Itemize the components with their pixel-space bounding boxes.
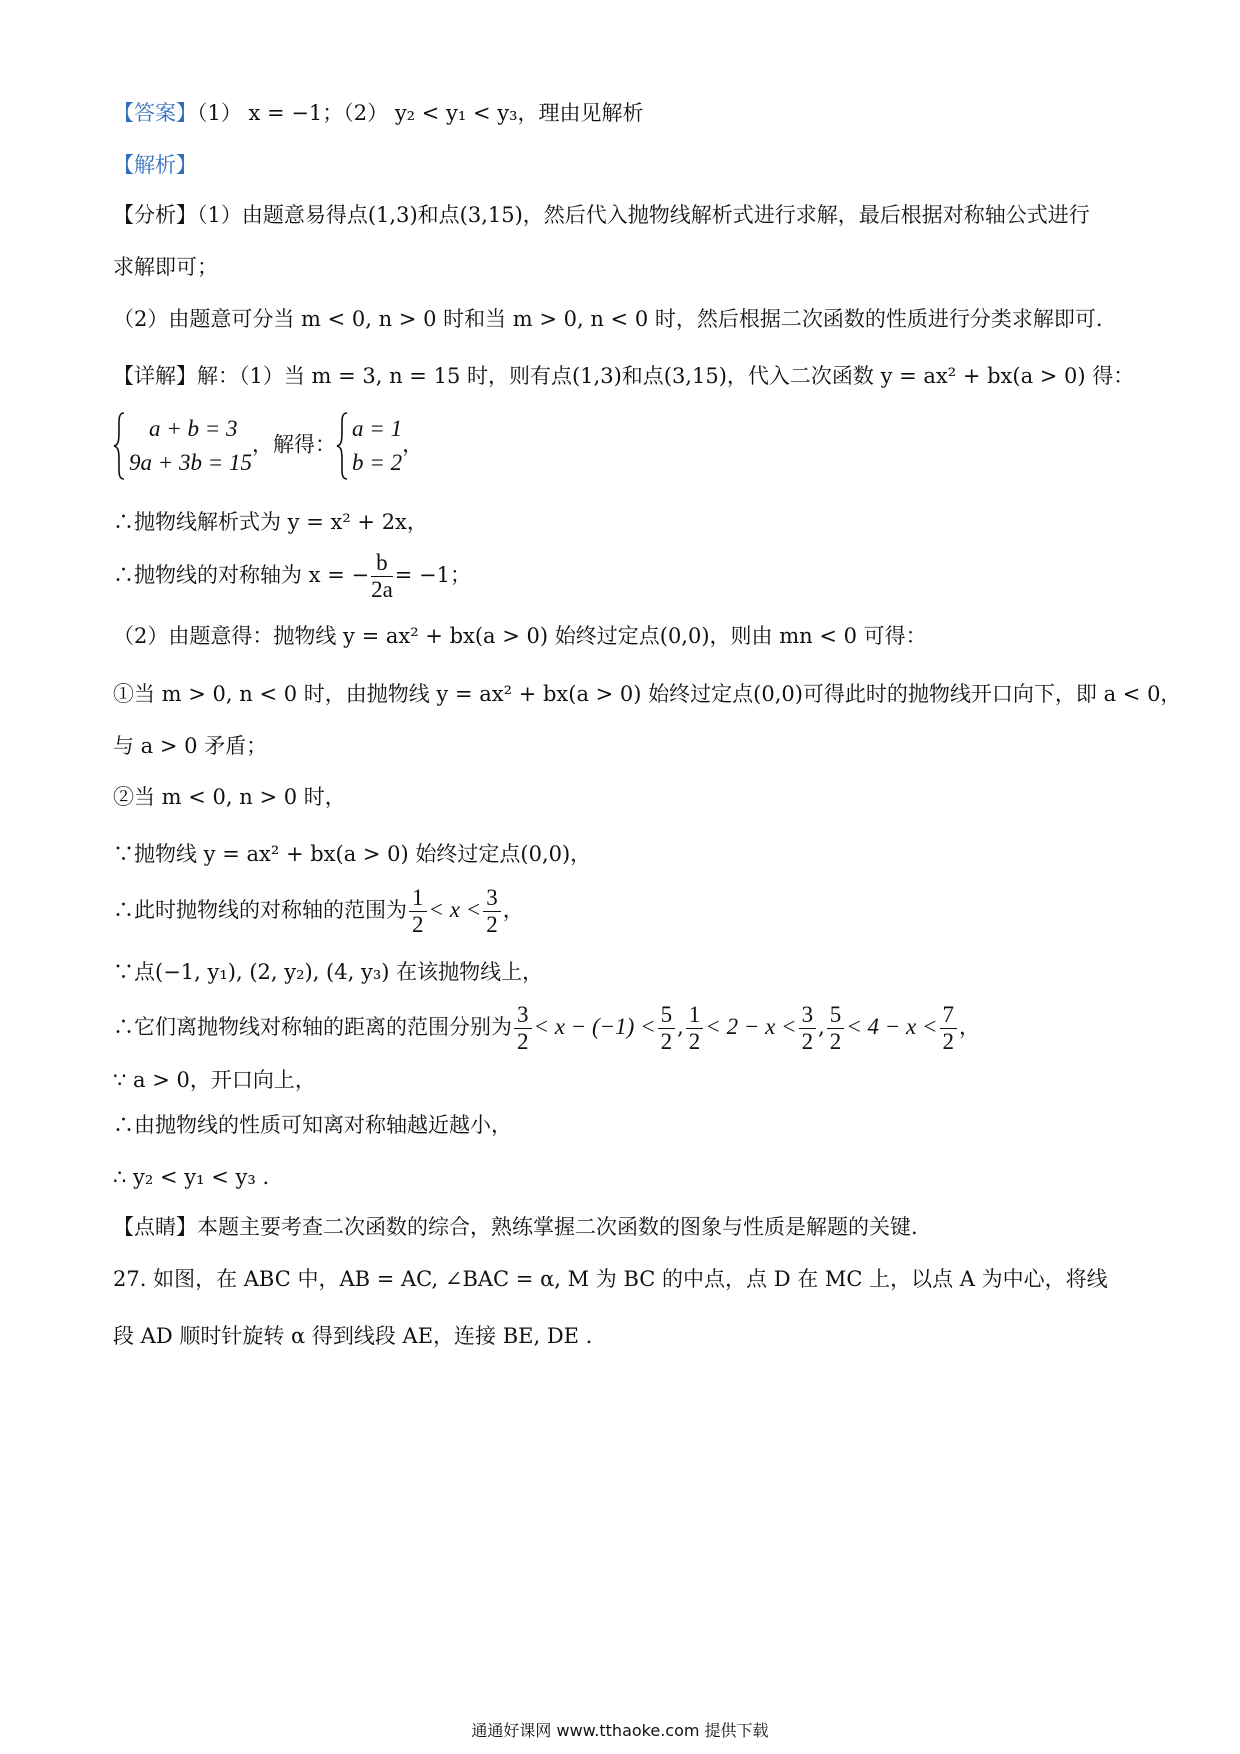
case1b-line: 与 a > 0 矛盾； [113,734,268,758]
points-line: ∵点(−1, y₁), (2, y₂), (4, y₃) 在该抛物线上， [113,960,544,984]
range-middle: < x < [428,897,482,922]
dianjing-line [113,1213,1130,1241]
axis-suffix: = −1； [394,563,472,587]
range-line [113,885,1130,941]
fenxi-line-2: 求解即可； [113,255,218,279]
xiangjie-tag: 【详解】 [113,364,197,388]
fenxi-tag: 【分析】 [113,203,197,227]
equation-system-right [336,412,402,480]
range-fraction-1 [409,885,427,938]
conclusion-line: ∴ y₂ < y₁ < y₃ . [113,1165,270,1189]
dianjing-tag: 【点睛】 [113,1215,197,1239]
distance-comma-2: , [818,1015,825,1039]
equation-system-left [113,412,252,480]
distance-comma-1: , [677,1015,684,1039]
distance-fraction-5-num: 5 [827,1002,845,1029]
range-fraction-1-num: 1 [409,885,427,912]
solution-a: a = 1 [352,416,403,441]
brace-icon [336,412,348,480]
distance-fraction-1-num: 3 [514,1002,532,1029]
distance-fraction-2 [658,1002,676,1055]
analysis-heading [113,151,1130,179]
range-fraction-1-den: 2 [412,912,424,937]
axis-fraction-den: 2a [371,577,393,602]
equation-system-line [113,412,1130,482]
fenxi-text-1: （1）由题意易得点(1,3)和点(3,15)，然后代入抛物线解析式进行求解，最后根据对称轴公式进行 [197,203,1090,227]
range-suffix: ， [502,898,524,922]
distance-fraction-1 [514,1002,532,1055]
answer-line [113,99,1130,127]
distance-fraction-4 [799,1002,817,1055]
xiangjie-text-1: 解：（1）当 m = 3, n = 15 时，则有点(1,3)和点(3,15)，代入二次函数 y = ax² + bx(a > 0) 得： [197,364,1135,388]
xiangjie-line-1 [113,362,1135,390]
range-fraction-2 [483,885,501,938]
footer-text: 通通好课网 www.tthaoke.com 提供下载 [471,1721,769,1740]
answer-text: （1） x = −1；（2） y₂ < y₁ < y₃，理由见解析 [197,101,644,125]
case1-line: ①当 m > 0, n < 0 时，由抛物线 y = ax² + bx(a > 0) 始终过定点(0,0)可得此时的抛物线开口向下，即 a < 0， [113,682,1182,706]
because-line: ∵抛物线 y = ax² + bx(a > 0) 始终过定点(0,0)， [113,842,592,866]
question-27-line-2: 段 AD 顺时针旋转 α 得到线段 AE，连接 BE, DE . [113,1324,593,1348]
question-27-line-1: 27. 如图，在 ABC 中，AB = AC, ∠BAC = α, M 为 BC 的中点，点 D 在 MC 上，以点 A 为中心，将线 [113,1267,1108,1291]
system-eq-2: 9a + 3b = 15 [129,450,253,475]
distance-term-1: < x − (−1) < [533,1014,656,1039]
distance-fraction-3-den: 2 [688,1029,701,1054]
axis-of-symmetry-line [113,550,1130,606]
distance-fraction-6-den: 2 [942,1029,955,1054]
distance-fraction-1-den: 2 [517,1029,529,1054]
distance-prefix: ∴它们离抛物线对称轴的距离的范围分别为 [113,1015,512,1039]
distance-fraction-4-den: 2 [801,1029,814,1054]
dianjing-text: 本题主要考查二次函数的综合，熟练掌握二次函数的图象与性质是解题的关键. [197,1215,918,1239]
analysis-tag: 【解析】 [113,153,197,177]
system-end: ， [402,432,424,457]
part2-line: （2）由题意得：抛物线 y = ax² + bx(a > 0) 始终过定点(0,0)，则由 mn < 0 可得： [113,624,927,648]
distance-fraction-6 [940,1002,958,1055]
brace-icon [113,412,125,480]
distance-suffix: ， [959,1015,981,1039]
distance-fraction-5-den: 2 [829,1029,842,1054]
distance-fraction-5 [827,1002,845,1055]
system-eq-1: a + b = 3 [149,416,238,441]
distance-fraction-4-num: 3 [799,1002,817,1029]
property-line: ∴由抛物线的性质可知离对称轴越近越小， [113,1113,512,1137]
distance-fraction-6-num: 7 [940,1002,958,1029]
distance-fraction-2-den: 2 [660,1029,673,1054]
case2-line: ②当 m < 0, n > 0 时， [113,785,346,809]
answer-tag: 【答案】 [113,101,197,125]
range-fraction-2-num: 3 [483,885,501,912]
fenxi-line-1 [113,201,1130,229]
distance-term-2: < 2 − x < [705,1014,797,1039]
axis-fraction-num: b [371,550,393,577]
solution-b: b = 2 [352,450,403,475]
distance-fraction-3 [686,1002,704,1055]
axis-prefix: ∴抛物线的对称轴为 x = − [113,563,370,587]
distance-fraction-2-num: 5 [658,1002,676,1029]
range-prefix: ∴此时抛物线的对称轴的范围为 [113,898,407,922]
distance-line [113,1002,1130,1058]
system-solve-label: ，解得： [252,432,337,457]
range-fraction-2-den: 2 [486,912,498,937]
parabola-expression-line: ∴抛物线解析式为 y = x² + 2x， [113,510,428,534]
fenxi-line-3: （2）由题意可分当 m < 0, n > 0 时和当 m > 0, n < 0 时，然后根据二次函数的性质进行分类求解即可. [113,307,1103,331]
axis-fraction [371,550,393,603]
a-positive-line: ∵ a > 0，开口向上， [113,1068,316,1092]
distance-fraction-3-num: 1 [686,1002,704,1029]
distance-term-3: < 4 − x < [846,1014,938,1039]
